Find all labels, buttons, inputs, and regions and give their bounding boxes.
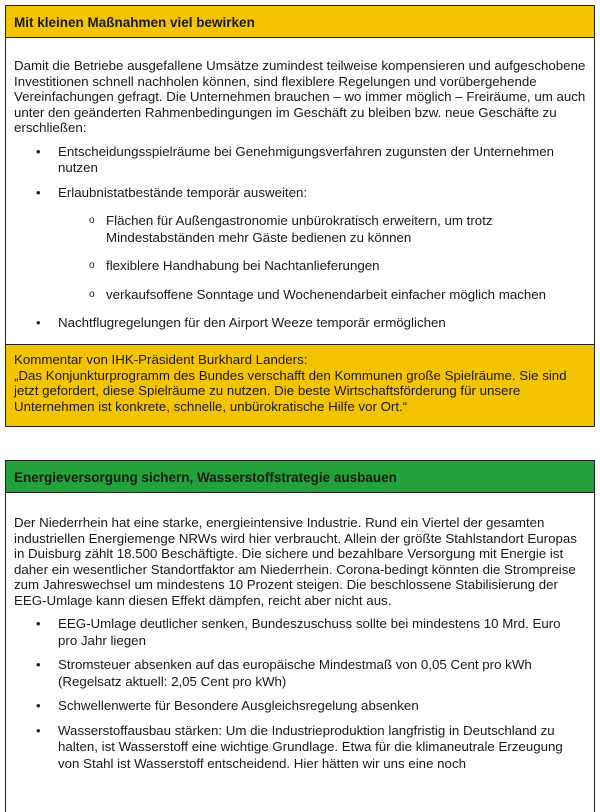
list-item-text: Erlaubnistatbestände temporär ausweiten: xyxy=(58,184,308,200)
intro-paragraph: Der Niederrhein hat eine starke, energieintensive Industrie. Rund ein Viertel der gesamten industriellen Energiemenge NRWs wird hier verbraucht. Allein der größte Stahlstandort Europas in Duisburg zählt 18.500 Beschäftigte. Die sichere und bezahlbare Versorgung mit Energie ist daher ein wesentlicher Standortfaktor am Niederrhein. Corona-bedingt könnten die Strompreise zum Jahreswechsel um mindestens 10 Prozent steigen. Die beschlossene Stabilisierung der EEG-Umlage kann diesen Effekt dämpfen, reicht aber nicht aus. xyxy=(14,515,577,608)
list-item xyxy=(6,657,594,690)
bullet-icon: • xyxy=(36,616,41,631)
section-title: Energieversorgung sichern, Wasserstoffstrategie ausbauen xyxy=(6,461,594,493)
list-item xyxy=(6,616,594,649)
comment-text: „Das Konjunkturprogramm des Bundes verschafft den Kommunen große Spielräume. Sie sind jetzt gefordert, diese Spielräume zu nutzen. Die beste Wirtschaftsförderung für unsere Unternehmen ist konkrete, schnelle, unbürokratische Hilfe vor Ort.“ xyxy=(14,367,567,414)
sub-list xyxy=(6,213,580,303)
president-comment xyxy=(6,344,594,426)
intro-paragraph: Damit die Betriebe ausgefallene Umsätze zumindest teilweise kompensieren und aufgeschobene Investitionen schnell nachholen können, sind flexiblere Regelungen und vorübergehende Vereinfachungen gefragt. Die Unternehmen brauchen – wo immer möglich – Freiräume, um auch unter den geänderten Rahmenbedingungen im Geschäft zu bleiben bzw. neue Geschäfte zu erschließen: xyxy=(14,58,586,135)
circle-bullet-icon: o xyxy=(89,260,95,271)
sub-list-item xyxy=(6,258,580,275)
bullet-icon: • xyxy=(36,184,41,200)
section-title: Mit kleinen Maßnahmen viel bewirken xyxy=(6,6,594,38)
sub-list-item-text: Flächen für Außengastronomie unbürokratisch erweitern, um trotz Mindestabständen mehr Gäste bedienen zu können xyxy=(106,213,493,245)
bullet-icon: • xyxy=(36,698,41,713)
comment-heading: Kommentar von IHK-Präsident Burkhard Landers: xyxy=(14,352,308,367)
section-energy xyxy=(5,460,595,812)
list-item-text: Schwellenwerte für Besondere Ausgleichsregelung absenken xyxy=(58,698,419,713)
sub-list-item xyxy=(6,287,580,304)
bullet-list xyxy=(6,616,594,772)
list-item-text: Wasserstoffausbau stärken: Um die Industrieproduktion langfristig in Deutschland zu halten, ist Wasserstoff eine wichtige Grundlage. Etwa für die klimaneutrale Erzeugung von Stahl ist Wasserstoff entscheidend. Hier hätten wir uns eine noch xyxy=(58,722,563,771)
list-item-text: Nachtflugregelungen für den Airport Weeze temporär ermöglichen xyxy=(58,315,446,330)
circle-bullet-icon: o xyxy=(89,215,95,226)
section-measures xyxy=(5,5,595,427)
bullet-icon: • xyxy=(36,722,41,738)
list-item xyxy=(6,723,594,773)
sub-list-item-text: flexiblere Handhabung bei Nachtanlieferungen xyxy=(106,258,380,273)
list-item xyxy=(6,698,594,715)
list-item-text: EEG-Umlage deutlicher senken, Bundeszuschuss sollte bei mindestens 10 Mrd. Euro pro Jahr liegen xyxy=(58,616,561,648)
list-item-text: Entscheidungsspielräume bei Genehmigungsverfahren zugunsten der Unternehmen nutzen xyxy=(58,143,554,175)
bullet-icon: • xyxy=(36,315,41,330)
list-item xyxy=(6,315,594,332)
sub-list-item-text: verkaufsoffene Sonntage und Wochenendarbeit einfacher möglich machen xyxy=(106,286,547,302)
list-item xyxy=(6,144,594,177)
list-item-text: Stromsteuer absenken auf das europäische Mindestmaß von 0,05 Cent pro kWh (Regelsatz aktuell: 2,05 Cent pro kWh) xyxy=(58,657,532,689)
bullet-icon: • xyxy=(36,657,41,672)
sub-list-item xyxy=(6,213,580,246)
bullet-list xyxy=(6,144,594,332)
bullet-icon: • xyxy=(36,143,41,159)
circle-bullet-icon: o xyxy=(89,288,95,300)
list-item xyxy=(6,185,594,304)
